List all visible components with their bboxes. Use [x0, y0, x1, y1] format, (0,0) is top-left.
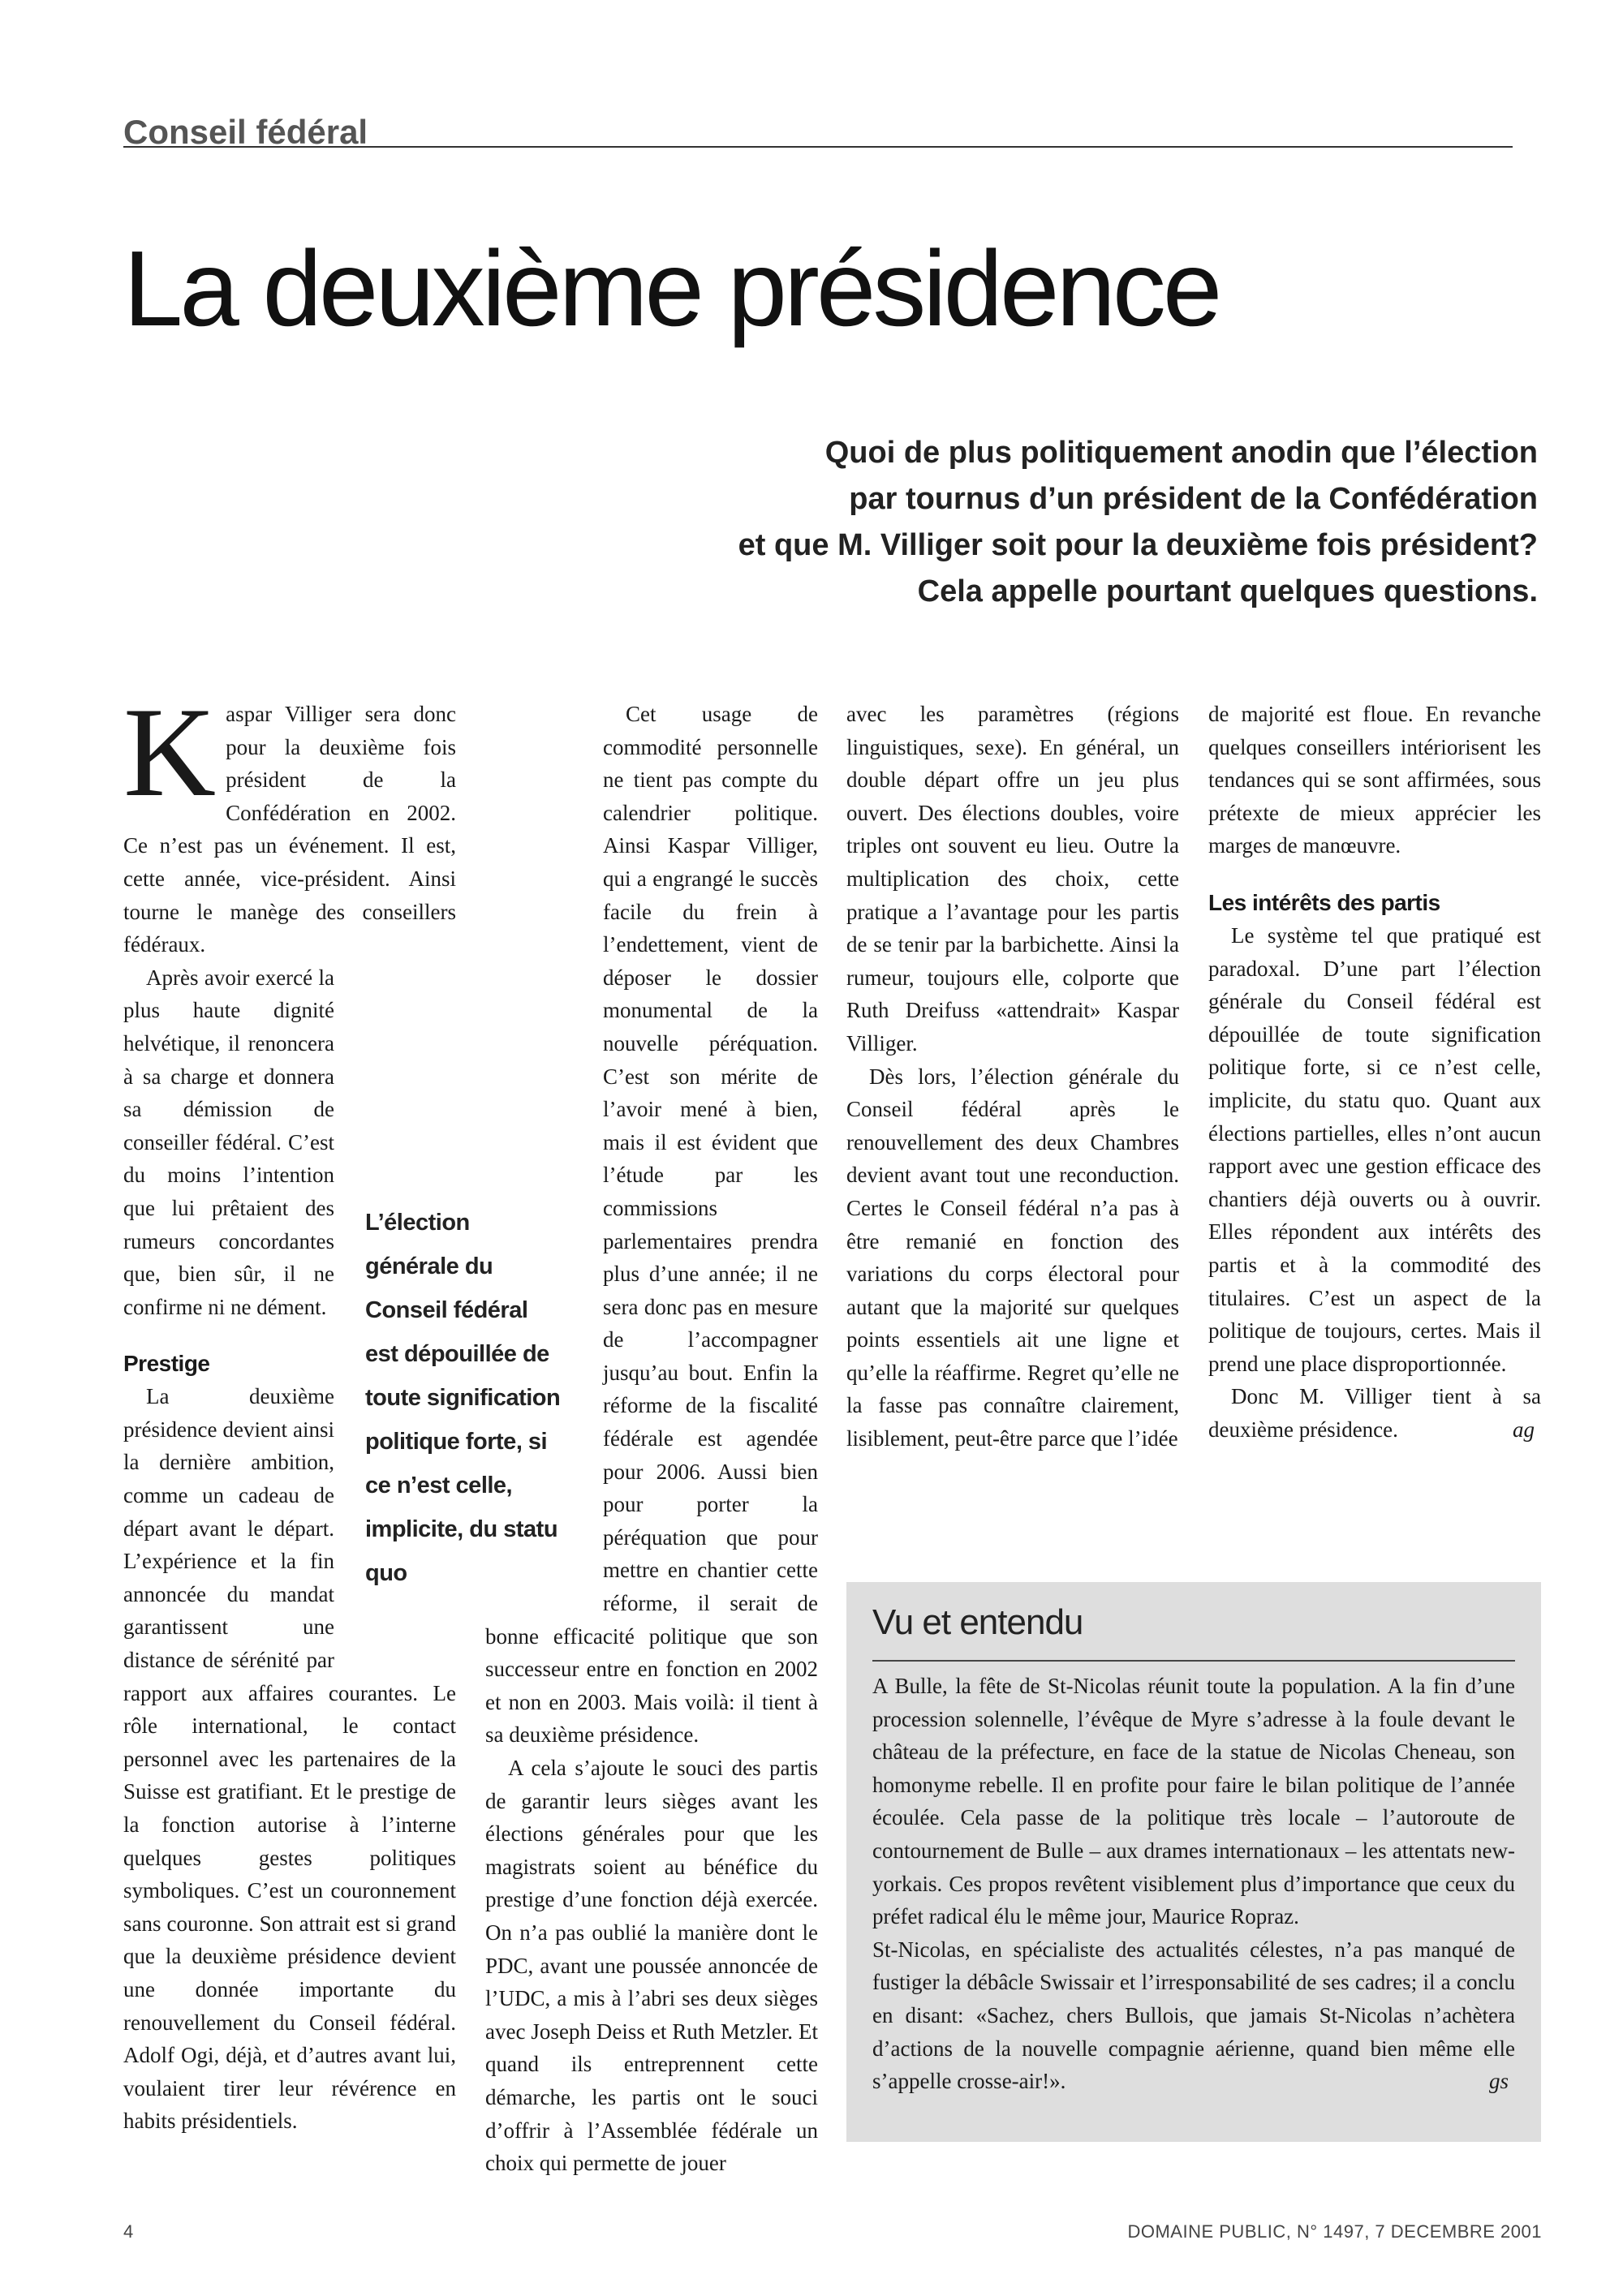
article-column-3	[846, 698, 1179, 1455]
article-title: La deuxième présidence	[123, 229, 1220, 348]
box-signature: gs	[1488, 2069, 1509, 2094]
lead-line: et que M. Villiger soit pour la deuxième fois président?	[738, 528, 1538, 562]
sidebar-box-vu-et-entendu	[846, 1582, 1541, 2142]
box-title: Vu et entendu	[872, 1602, 1083, 1642]
paragraph: La deuxième présidence devient ainsi la dernière ambition, comme un cadeau de départ avant le départ. L’expérience et la fin annoncée du mandat garantissent une distance de sérénité par rapport aux affaires courantes. Le rôle international, le contact personnel avec les partenaires de la Suisse est gratifiant. Et le prestige de la fonction autorise à l’interne quelques gestes politiques symboliques. C’est un couronnement sans couronne. Son attrait est si grand que la deuxième présidence devient une donnée importante du renouvellement du Conseil fédéral. Adolf Ogi, déjà, et d’autres avant lui, voulaient tirer leur révérence en habits présidentiels.	[123, 1384, 456, 2134]
lead-line: par tournus d’un président de la Confédération	[849, 482, 1538, 516]
box-paragraph: A Bulle, la fête de St-Nicolas réunit toute la population. A la fin d’une procession solennelle, l’évêque de Myre s’adresse à la foule devant le château de la préfecture, en face de la statue de Nicolas Cheneau, son homonyme rebelle. Il en profite pour faire le bilan politique de l’année écoulée. Cela passe de la politique très locale – l’autoroute de contournement de Bulle – aux drames internationaux – les attentats new-yorkais. Ces propos revêtent visiblement plus d’importance que ceux du préfet radical élu le même jour, Maurice Ropraz.	[872, 1674, 1515, 1929]
lead-line: Quoi de plus politiquement anodin que l’élection	[824, 436, 1538, 470]
publication-info: DOMAINE PUBLIC, N° 1497, 7 DECEMBRE 2001	[1127, 2221, 1542, 2242]
paragraph: A cela s’ajoute le souci des partis de garantir leurs sièges avant les élections générales pour que les magistrats soient au bénéfice du prestige d’une fonction déjà exercée. On n’a pas oublié la manière dont le PDC, avant une poussée annoncée de l’UDC, a mis à l’abri ses deux sièges avec Joseph Deiss et Ruth Metzler. Et quand ils entreprennent cette démarche, les partis ont le souci d’offrir à l’Assemblée fédérale un choix qui permette de jouer	[485, 1756, 818, 2176]
article-lead	[406, 430, 1538, 615]
article-column-4	[1208, 698, 1541, 1446]
subheading-interets: Les intérêts des partis	[1208, 889, 1440, 915]
page-number: 4	[123, 2221, 134, 2242]
paragraph: Cet usage de commodité personnelle ne tient pas compte du calendrier politique. Ainsi Kaspar Villiger, qui a engrangé le succès facile du frein à l’endettement, vient de déposer le dossier monumental de la nouvelle péréquation. C’est son mérite de l’avoir mené à bien, mais il est évident que l’étude par les commissions parlementaires prendra plus d’une année; il ne sera donc pas en mesure de l’accompagner jusqu’au bout. Enfin la réforme de la fiscalité fédérale est agendée pour 2006. Aussi bien pour porter la péréquation que pour mettre en chantier cette réforme, il serait de bonne efficacité politique que son successeur entre en fonction en 2002 et non en 2003. Mais voilà: il tient à sa deuxième présidence.	[485, 702, 818, 1748]
paragraph-continued: de majorité est floue. En revanche quelques conseillers intériorisent les tendances qui se sont affirmées, sous prétexte de mieux apprécier les marges de manœuvre.	[1208, 702, 1541, 858]
paragraph: Après avoir exercé la plus haute dignité helvétique, il renoncera à sa charge et donnera sa démission de conseiller fédéral. C’est du moins l’intention que lui prêtaient des rumeurs concordantes que, bien sûr, il ne confirme ni ne dément.	[123, 965, 334, 1319]
lead-line: Cela appelle pourtant quelques questions.	[917, 574, 1538, 608]
box-paragraph: St-Nicolas, en spécialiste des actualités célestes, n’a pas manqué de fustiger la débâcle Swissair et l’irresponsabilité de ses cadres; il a conclu en disant: «Sachez, chers Bullois, que jamais St-Nicolas n’achètera d’actions de la nouvelle compagnie aérienne, quand bien même elle s’appelle crosse-air!». gs	[872, 1933, 1515, 2098]
paragraph: Le système tel que pratiqué est paradoxal. D’une part l’élection générale du Conseil fédéral est dépouillée de toute signification politique forte, si ce n’est celle, implicite, du statu quo. Quant aux élections partielles, elles n’ont aucun rapport avec une gestion efficace des chantiers déjà ouverts ou à ouvrir. Elles répondent aux intérêts des partis et à la commodité des titulaires. C’est un aspect de la politique de toujours, certes. Mais il prend une place disproportionnée.	[1208, 922, 1541, 1376]
paragraph-intro: Kaspar Villiger sera donc pour la deuxième fois président de la Confédération en 2002. Ce n’est pas un événement. Il est, cette année, vice-président. Ainsi tourne le manège des conseillers fédéraux.	[123, 681, 456, 957]
box-divider	[872, 1660, 1515, 1662]
author-signature: ag	[1513, 1417, 1535, 1442]
subheading-prestige: Prestige	[123, 1351, 210, 1377]
paragraph-closing: Donc M. Villiger tient à sa deuxième présidence. ag	[1208, 1380, 1541, 1446]
drop-cap: K	[123, 681, 217, 823]
pull-quote: L’élection générale du Conseil fédéral est dépouillée de toute signification politique forte, si ce n’est celle, implicite, du statu quo	[365, 1210, 561, 1586]
section-label: Conseil fédéral	[123, 113, 368, 151]
box-body	[872, 1670, 1515, 2098]
section-header	[123, 105, 1513, 151]
paragraph: Dès lors, l’élection générale du Conseil fédéral après le renouvellement des deux Chambres devient avant tout une reconduction. Certes le Conseil fédéral n’a pas à être remanié en fonction des variations du corps électoral pour autant que la majorité sur quelques points essentiels ait une ligne et qu’elle la réaffirme. Regret qu’elle ne la fasse pas connaître clairement, lisiblement, peut-être parce que l’idée	[846, 1064, 1179, 1451]
paragraph-continued: avec les paramètres (régions linguistiques, sexe). En général, un double départ offre un jeu plus ouvert. Des élections doubles, voire triples ont souvent eu lieu. Outre la multiplication des choix, cette pratique a l’avantage pour les partis de se tenir par la barbichette. Ainsi la rumeur, toujours elle, colporte que Ruth Dreifuss «attendrait» Kaspar Villiger.	[846, 702, 1179, 1056]
